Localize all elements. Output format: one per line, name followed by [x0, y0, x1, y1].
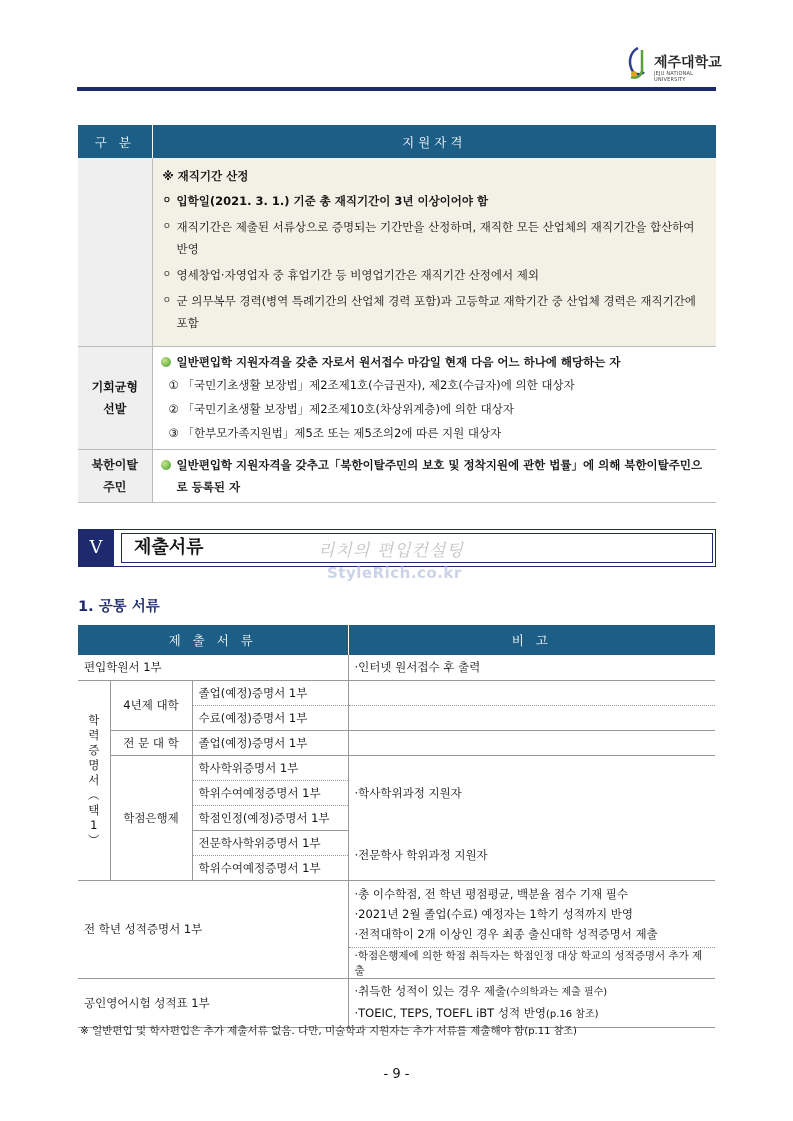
table-row [78, 730, 715, 755]
table-row [78, 880, 715, 947]
col-header-documents: 제 출 서 류 [78, 625, 348, 655]
credit-doc: 학위수여예정증명서 1부 [192, 855, 348, 880]
page-number: - 9 - [383, 1067, 410, 1082]
transcript: 전 학년 성적증명서 1부 [78, 880, 348, 978]
period-item: ㅇ 군 의무복무 경력(병역 특례기간의 산업체 경력 포함)과 고등학교 재학기간 중 산업체 경력은 재직기간에 포함 [163, 290, 709, 334]
application-note: ·인터넷 원서접수 후 출력 [348, 655, 715, 680]
eligibility-table [78, 125, 716, 503]
equal-item: ③ 「한부모가족지원법」제5조 또는 제5조의2에 따른 지원 대상자 [168, 426, 502, 440]
table-row [78, 755, 715, 780]
section-numeral: V [78, 529, 114, 566]
empty-category-cell [78, 158, 152, 347]
english-note-small: (수의학과는 제출 필수) [506, 986, 608, 998]
nk-lead: 일반편입학 지원자격을 갖추고「북한이탈주민의 보호 및 정착지원에 관한 법률」에 의해 북한이탈주민으로 등록된 자 [161, 454, 709, 498]
english-note: ·TOEIC, TEPS, TOEFL iBT 성적 반영 [354, 1005, 546, 1020]
application-form: 편입학원서 1부 [78, 655, 348, 680]
table-row [78, 680, 715, 705]
english-notes [348, 978, 715, 1027]
green-bullet-icon [161, 460, 171, 470]
documents-table [78, 625, 715, 1028]
col-header-remarks: 비 고 [348, 625, 715, 655]
university-logo [624, 46, 724, 82]
english-note-small: (p.16 참조) [545, 1008, 599, 1020]
green-bullet-icon [161, 357, 171, 367]
table-row [78, 655, 715, 680]
completion-cert: 수료(예정)증명서 1부 [192, 705, 348, 730]
transcript-note: ·2021년 2월 졸업(수료) 예정자는 1학기 성적까지 반영 [354, 906, 633, 921]
section-title: 제출서류 [121, 533, 713, 563]
english-score: 공인영어시험 성적표 1부 [78, 978, 348, 1027]
university-emblem-icon [624, 46, 652, 82]
table-row [78, 158, 716, 347]
header-rule [77, 87, 716, 91]
equal-lead: 일반편입학 지원자격을 갖춘 자로서 원서접수 마감일 현재 다음 어느 하나에 해당하는 자 [161, 351, 709, 373]
employment-period-box [152, 158, 716, 347]
credit-note-associate: ·전문학사 학위과정 지원자 [348, 830, 715, 880]
watermark-url: StyleRich.co.kr [327, 564, 462, 582]
equal-item: ② 「국민기초생활 보장법」제2조제10호(차상위계층)에 의한 대상자 [168, 402, 514, 416]
table-row [78, 978, 715, 1027]
period-item: ㅇ 입학일(2021. 3. 1.) 기준 총 재직기간이 3년 이상이어야 함 [163, 190, 709, 212]
credit-doc: 학점인정(예정)증명서 1부 [192, 805, 348, 830]
transcript-notes [348, 880, 715, 947]
transcript-note: ·총 이수학점, 전 학년 평점평균, 백분율 점수 기재 필수 [354, 886, 628, 901]
north-korean-cell [152, 450, 716, 503]
footnote: ※ 일반편입 및 학사편입은 추가 제출서류 없음. 다만, 미술학과 지원자는 추가 서류를 제출해야 함(p.11 참조) [80, 1025, 577, 1037]
remark-empty [348, 705, 715, 730]
degree-certificate-group: 학 력 증 명 서 ︵ 택 1 ︶ [78, 680, 110, 880]
junior-graduation-cert: 졸업(예정)증명서 1부 [192, 730, 348, 755]
transcript-note-credit-bank: ·학점은행제에 의한 학점 취득자는 학점인정 대상 학교의 성적증명서 추가 제출 [348, 947, 715, 978]
credit-note-bachelor: ·학사학위과정 지원자 [354, 785, 462, 800]
english-note: ·취득한 성적이 있는 경우 제출 [354, 983, 507, 998]
table-row [78, 347, 716, 450]
credit-doc: 학사학위증명서 1부 [192, 755, 348, 780]
transcript-note: ·전적대학이 2개 이상인 경우 최종 출신대학 성적증명서 제출 [354, 926, 658, 941]
four-year-univ: 4년제 대학 [110, 680, 192, 730]
period-title: ※ 재직기간 산정 [162, 169, 249, 183]
category-north-korean-defectors: 북한이탈 주민 [78, 450, 152, 503]
remark-empty [348, 680, 715, 705]
category-equal-opportunity: 기회균형 선발 [78, 347, 152, 450]
graduation-cert: 졸업(예정)증명서 1부 [192, 680, 348, 705]
table-row [78, 450, 716, 503]
logo-text-en: JEJU NATIONAL UNIVERSITY [654, 71, 694, 83]
col-header-eligibility: 지원자격 [152, 125, 716, 158]
subheading: 1. 공통 서류 [78, 599, 160, 615]
period-item: ㅇ 재직기간은 제출된 서류상으로 증명되는 기간만을 산정하며, 재직한 모든 산업체의 재직기간을 합산하여 반영 [163, 216, 709, 260]
credit-bank: 학점은행제 [110, 755, 192, 880]
equal-item: ① 「국민기초생활 보장법」제2조제1호(수급권자), 제2호(수급자)에 의한 대상자 [168, 378, 575, 392]
credit-doc: 학위수여예정증명서 1부 [192, 780, 348, 805]
watermark-text: 리치의 편입컨설팅 [318, 541, 464, 561]
logo-text-kr: 제주대학교 [654, 55, 722, 71]
credit-doc: 전문학사학위증명서 1부 [192, 830, 348, 855]
remark-empty [348, 730, 715, 755]
period-item: ㅇ 영세창업·자영업자 중 휴업기간 등 비영업기간은 재직기간 산정에서 제외 [163, 264, 709, 286]
junior-college: 전 문 대 학 [110, 730, 192, 755]
equal-opportunity-cell [152, 347, 716, 450]
col-header-category: 구 분 [78, 125, 152, 158]
